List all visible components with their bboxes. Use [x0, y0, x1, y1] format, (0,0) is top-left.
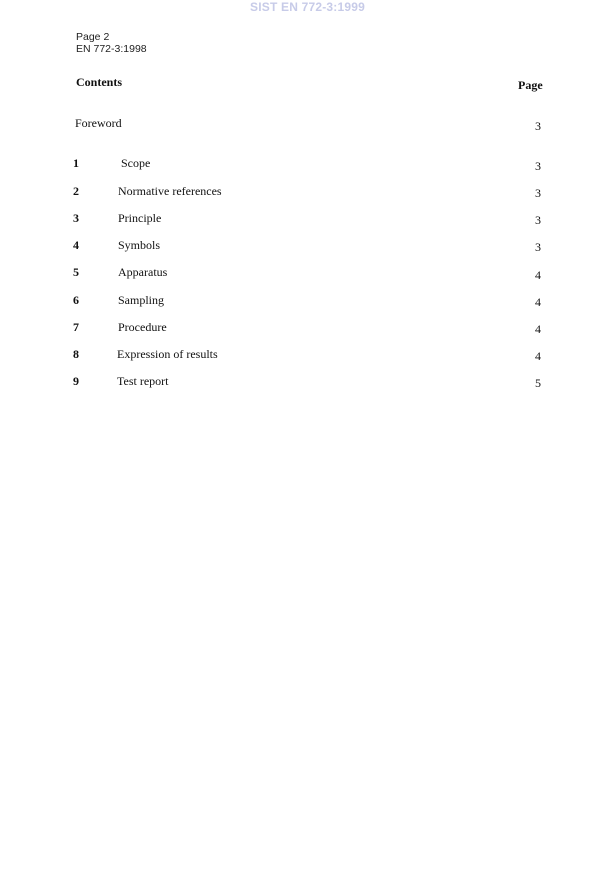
toc-entry-number: 3 [73, 211, 79, 225]
document-watermark: SIST EN 772-3:1999 [250, 0, 365, 14]
toc-entry-number: 7 [73, 320, 79, 334]
toc-entry-title: Test report [117, 374, 169, 388]
toc-entry-page: 5 [535, 376, 541, 390]
toc-entry-title: Procedure [118, 320, 167, 334]
page-number-header: Page 2 [76, 31, 110, 43]
toc-entry-page: 4 [535, 295, 541, 309]
toc-entry-number: 2 [73, 184, 79, 198]
toc-entry-number: 9 [73, 374, 79, 388]
toc-entry-page: 3 [535, 119, 541, 133]
toc-entry-title: Principle [118, 211, 162, 225]
toc-entry-symbols [0, 238, 615, 254]
toc-entry-page: 4 [535, 322, 541, 336]
toc-entry-principle [0, 211, 615, 227]
toc-entry-expression-of-results [0, 347, 615, 363]
toc-entry-scope [0, 156, 615, 172]
standard-id-header: EN 772-3:1998 [76, 43, 147, 55]
toc-entry-number: 6 [73, 293, 79, 307]
toc-entry-title: Scope [121, 156, 151, 170]
toc-entry-number: 8 [73, 347, 79, 361]
toc-entry-title: Foreword [75, 116, 122, 130]
toc-entry-page: 3 [535, 240, 541, 254]
toc-entry-test-report [0, 374, 615, 390]
page-column-heading: Page [518, 78, 543, 92]
toc-entry-page: 3 [535, 213, 541, 227]
toc-entry-apparatus [0, 265, 615, 281]
toc-entry-page: 4 [535, 349, 541, 363]
toc-entry-normative-references [0, 184, 615, 200]
toc-entry-title: Normative references [118, 184, 222, 198]
contents-heading: Contents [76, 75, 123, 89]
toc-entry-sampling [0, 293, 615, 309]
toc-entry-page: 3 [535, 186, 541, 200]
toc-entry-title: Expression of results [117, 347, 218, 361]
toc-entry-page: 3 [535, 159, 541, 173]
toc-entry-title: Apparatus [118, 265, 168, 279]
toc-entry-procedure [0, 320, 615, 336]
toc-entry-foreword [0, 116, 615, 132]
toc-entry-page: 4 [535, 268, 541, 282]
toc-entry-number: 1 [73, 156, 79, 170]
toc-entry-title: Symbols [118, 238, 161, 252]
toc-entry-number: 5 [73, 265, 79, 279]
toc-entry-title: Sampling [118, 293, 165, 307]
toc-entry-number: 4 [73, 238, 79, 252]
